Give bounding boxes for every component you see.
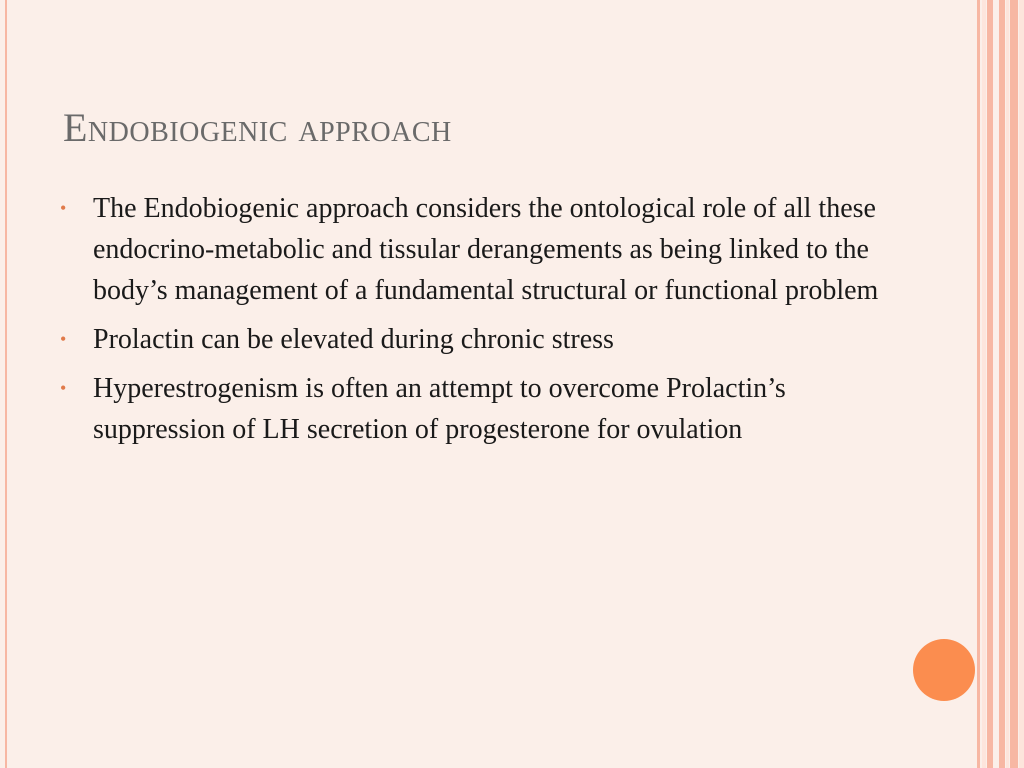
stripe xyxy=(982,0,986,768)
stripe xyxy=(1006,0,1009,768)
stripe xyxy=(1010,0,1018,768)
bullet-dot-icon: • xyxy=(60,378,67,398)
left-border-rule xyxy=(5,0,7,768)
slide-title: Endobiogenic approach xyxy=(63,105,452,150)
accent-circle xyxy=(913,639,975,701)
stripe xyxy=(987,0,993,768)
stripe xyxy=(1019,0,1024,768)
bullet-text: The Endobiogenic approach considers the ontological role of all these endocrino-metabolic and tissular derangements as being linked to the body’s management of a fundamental structural or functional problem xyxy=(93,193,879,306)
bullet-dot-icon: • xyxy=(60,198,67,218)
bullet-text: Hyperestrogenism is often an attempt to overcome Prolactin’s suppression of LH secretion of progesterone for ovulation xyxy=(93,373,786,445)
bullet-item xyxy=(60,188,880,311)
bullet-item xyxy=(60,319,880,360)
stripe xyxy=(994,0,998,768)
stripe xyxy=(977,0,980,768)
bullet-text: Prolactin can be elevated during chronic stress xyxy=(93,324,614,355)
bullet-dot-icon: • xyxy=(60,329,67,349)
stripe xyxy=(999,0,1005,768)
bullet-list xyxy=(60,188,880,458)
bullet-item xyxy=(60,368,880,450)
